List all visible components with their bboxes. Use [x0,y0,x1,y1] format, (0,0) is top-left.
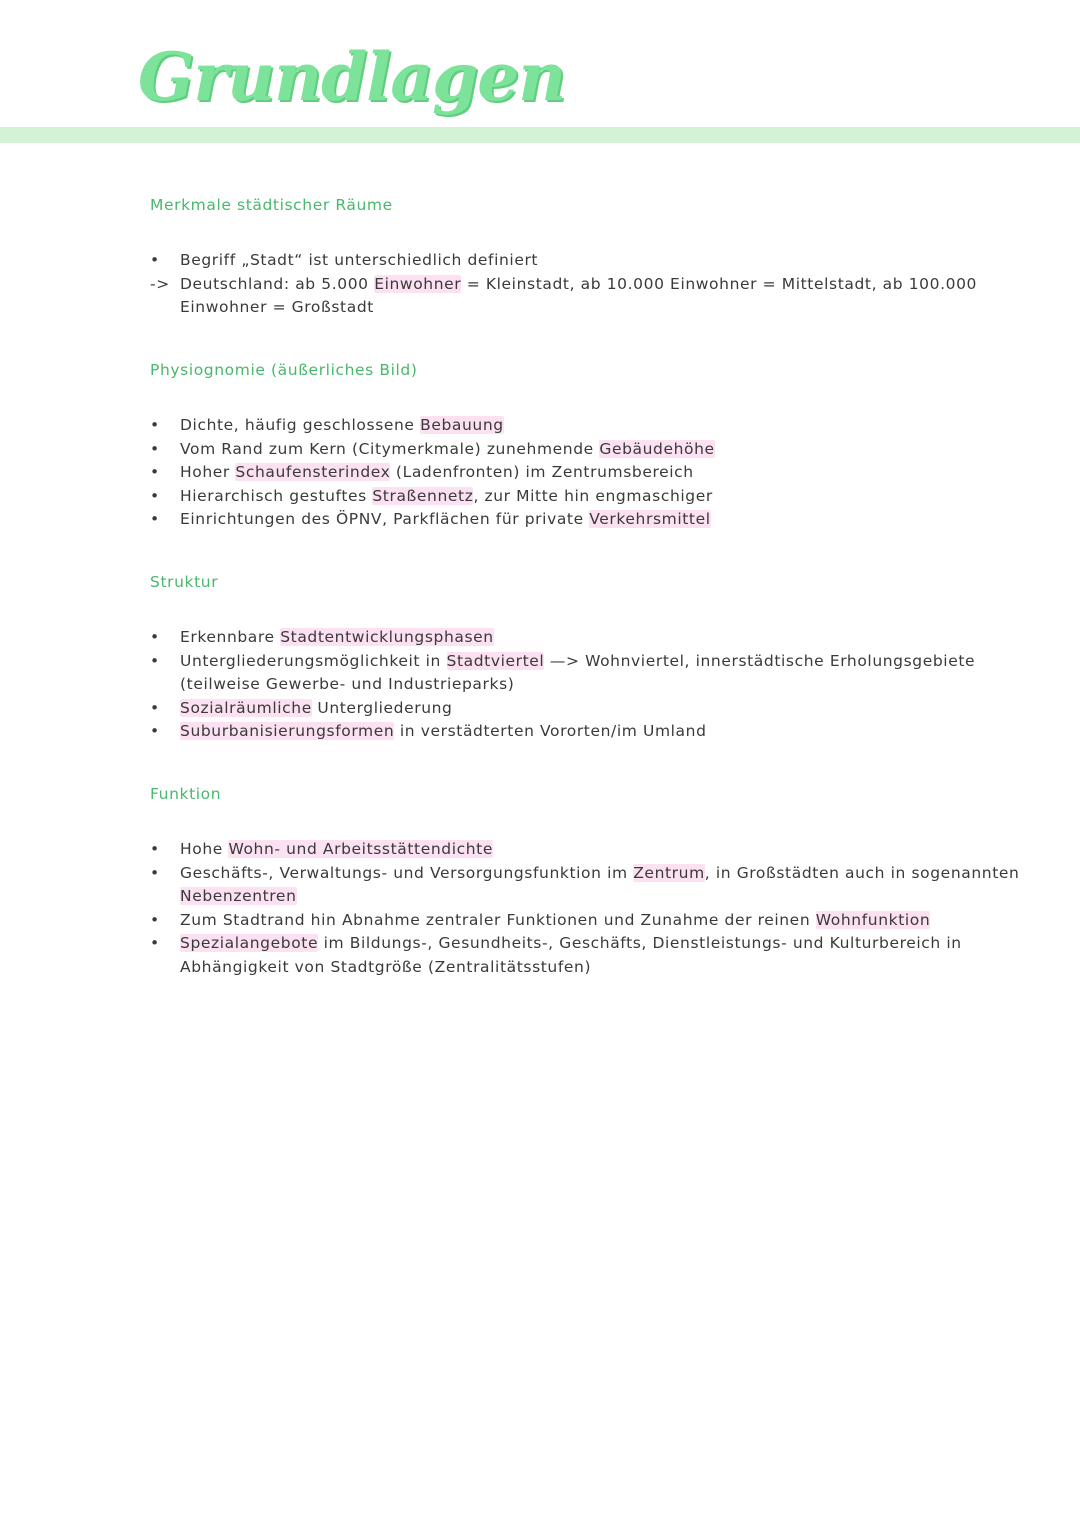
item-text: Untergliederung [311,698,453,717]
list-item [150,626,1020,650]
section-physiognomie [150,361,1020,532]
section-heading: Physiognomie (äußerliches Bild) [150,361,418,379]
highlighted-term: Spezialangebote [180,934,319,953]
list-item [150,697,1020,721]
bullet-icon: • [150,840,160,858]
item-list [150,249,1020,320]
highlighted-term: Gebäudehöhe [599,439,715,458]
item-text: Zum Stadtrand hin Abnahme zentraler Funktionen und Zunahme der reinen [180,910,816,929]
item-text: , zur Mitte hin engmaschiger [473,486,713,505]
arrow-marker: -> [150,274,170,293]
bullet-icon: • [150,439,160,458]
bullet-icon: • [150,863,160,882]
list-item [150,461,1020,485]
list-item [150,862,1020,909]
item-list [150,838,1020,980]
item-text: = Kleinstadt, ab 10.000 Einwohner = Mittelstadt, ab 100.000 Einwohner = Großstadt [180,274,977,317]
item-text: Geschäfts-, Verwaltungs- und Versorgungsfunktion im [180,863,634,882]
title-underline-bar [0,127,1080,143]
section-struktur [150,573,1020,744]
item-text: Einrichtungen des ÖPNV, Parkflächen für private [180,510,590,529]
list-item [150,720,1020,744]
item-text: (Ladenfronten) im Zentrumsbereich [390,463,694,482]
section-heading: Merkmale städtischer Räume [150,196,393,214]
section-funktion [150,785,1020,980]
section-merkmale [150,196,1020,320]
bullet-icon: • [150,463,160,482]
bullet-icon: • [150,416,160,434]
highlighted-term: Wohn- und Arbeitsstättendichte [228,840,493,858]
highlighted-term: Schaufensterindex [235,463,391,482]
item-text: —> Wohnviertel, innerstädtische Erholungsgebiete (teilweise Gewerbe- und Industrieparks) [180,651,976,694]
highlighted-term: Stadtentwicklungsphasen [280,628,494,646]
section-heading: Struktur [150,573,219,591]
bullet-icon: • [150,251,160,269]
list-item [150,650,1020,697]
item-text: Vom Rand zum Kern (Citymerkmale) zunehmende [180,439,600,458]
list-item [150,485,1020,509]
list-item [150,932,1020,979]
item-text: Dichte, häufig geschlossene [180,416,421,434]
highlighted-term: Nebenzentren [180,887,297,906]
bullet-icon: • [150,651,160,670]
item-text: Deutschland: ab 5.000 [180,274,375,293]
highlighted-term: Straßennetz [372,486,474,505]
highlighted-term: Verkehrsmittel [589,510,711,529]
list-item [150,414,1020,438]
bullet-icon: • [150,510,160,529]
item-list [150,414,1020,532]
item-text: Erkennbare [180,628,281,646]
page-title: Grundlagen [138,38,566,116]
bullet-icon: • [150,934,160,953]
highlighted-term: Wohnfunktion [815,910,931,929]
list-item [150,438,1020,462]
item-text: Hierarchisch gestuftes [180,486,373,505]
item-text: , in Großstädten auch in sogenannten [704,863,1020,882]
bullet-icon: • [150,698,160,717]
list-item [150,249,1020,273]
item-list [150,626,1020,744]
highlighted-term: Suburbanisierungsformen [180,722,395,741]
section-heading: Funktion [150,785,222,803]
item-text: Hohe [180,840,229,858]
item-text: Begriff „Stadt“ ist unterschiedlich definiert [180,251,539,269]
highlighted-term: Stadtviertel [446,651,545,670]
list-item [150,909,1020,933]
list-item [150,838,1020,862]
bullet-icon: • [150,486,160,505]
highlighted-term: Sozialräumliche [180,698,312,717]
highlighted-term: Zentrum [633,863,705,882]
item-text: Untergliederungsmöglichkeit in [180,651,447,670]
bullet-icon: • [150,910,160,929]
item-text: Hoher [180,463,236,482]
list-item [150,273,1020,320]
item-text: im Bildungs-, Gesundheits-, Geschäfts, Dienstleistungs- und Kulturbereich in Abhängigkeit von Stadtgröße (Zentralitätsstufen) [180,934,962,976]
item-text: in verstädterten Vororten/im Umland [394,722,707,741]
bullet-icon: • [150,628,160,646]
highlighted-term: Einwohner [374,274,462,293]
highlighted-term: Bebauung [420,416,504,434]
bullet-icon: • [150,722,160,741]
list-item [150,508,1020,532]
